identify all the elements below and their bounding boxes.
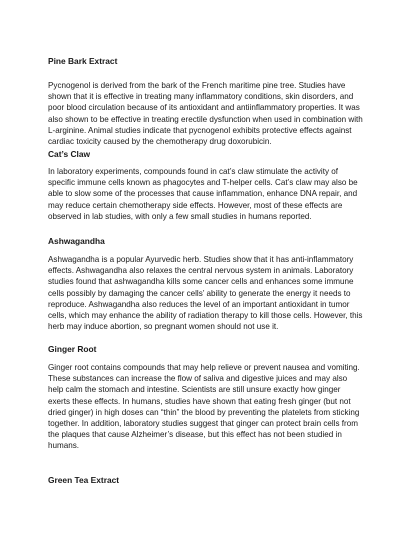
section-body-ginger-root — [48, 362, 378, 452]
paragraph-line: shown that it is effective in treating many inflammatory conditions, skin disorders, and — [48, 92, 354, 102]
section-heading-green-tea-extract: Green Tea Extract — [48, 475, 120, 485]
paragraph-line: specific immune cells known as phagocytes and T-helper cells. Cat’s claw may also be — [48, 178, 358, 188]
paragraph-line: observed in lab studies, with only a few small studies in humans reported. — [48, 211, 312, 221]
paragraph-line: studies found that ashwagandha kills some cancer cells and enhances some immune — [48, 277, 354, 287]
paragraph-line: Ginger root contains compounds that may help relieve or prevent nausea and vomiting. — [48, 363, 360, 372]
section-body-ashwagandha — [48, 254, 378, 332]
paragraph-line: help calm the stomach and intestine. Scientists are still unsure exactly how ginger — [48, 385, 341, 395]
paragraph-line: In laboratory experiments, compounds found in cat’s claw stimulate the activity of — [48, 167, 339, 176]
section-heading-ginger-root: Ginger Root — [48, 344, 97, 354]
paragraph-line: reproduce. Ashwagandha also reduces the level of an important antioxidant in tumor — [48, 299, 350, 309]
paragraph-line: poor blood circulation because of its antioxidant and antiinflammatory properties. It was — [48, 103, 360, 113]
paragraph-line: may reduce certain chemotherapy side effects. However, most of these effects are — [48, 200, 343, 210]
section-heading-ashwagandha: Ashwagandha — [48, 236, 105, 246]
paragraph-line: able to slow some of the processes that cause inflammation, enhance DNA repair, and — [48, 189, 358, 199]
section-body-pine-bark-extract — [48, 80, 378, 147]
paragraph-line: cardiac toxicity caused by the chemotherapy drug doxorubicin. — [48, 137, 272, 147]
paragraph-line: also shown to be effective in treating erectile dysfunction when used in combination with — [48, 114, 363, 124]
paragraph-line: These substances can increase the flow of saliva and digestive juices and may also — [48, 374, 348, 384]
section-heading-cats-claw: Cat’s Claw — [48, 149, 91, 159]
paragraph-line: Ashwagandha is a popular Ayurvedic herb. Studies show that it has anti-inflammatory — [48, 255, 354, 264]
paragraph-line: Pycnogenol is derived from the bark of the French maritime pine tree. Studies have — [48, 81, 346, 90]
paragraph-line: cells, which may enhance the ability of radiation therapy to kill those cells. However, this — [48, 311, 363, 321]
section-heading-pine-bark-extract: Pine Bark Extract — [48, 56, 118, 66]
paragraph-line: exerts these effects. In humans, studies have shown that eating fresh ginger (but not — [48, 396, 351, 406]
paragraph-line: together. In addition, laboratory studies suggest that ginger can protect brain cells from — [48, 419, 358, 429]
paragraph-line: L-arginine. Animal studies indicate that pycnogenol exhibits protective effects against — [48, 125, 352, 135]
section-body-cats-claw — [48, 166, 378, 222]
paragraph-line: humans. — [48, 441, 80, 451]
paragraph-line: herb may induce abortion, so pregnant women should not use it. — [48, 322, 279, 332]
paragraph-line: the plaques that cause Alzheimer’s disease, but this effect has not been studied in — [48, 430, 342, 440]
paragraph-line: dried ginger) in high doses can “thin” the blood by preventing the platelets from sticking — [48, 407, 360, 417]
paragraph-line: effects. Ashwagandha also relaxes the central nervous system in animals. Laboratory — [48, 266, 354, 276]
paragraph-line: cells possibly by damaging the cancer cells’ ability to generate the energy it needs to — [48, 288, 351, 298]
